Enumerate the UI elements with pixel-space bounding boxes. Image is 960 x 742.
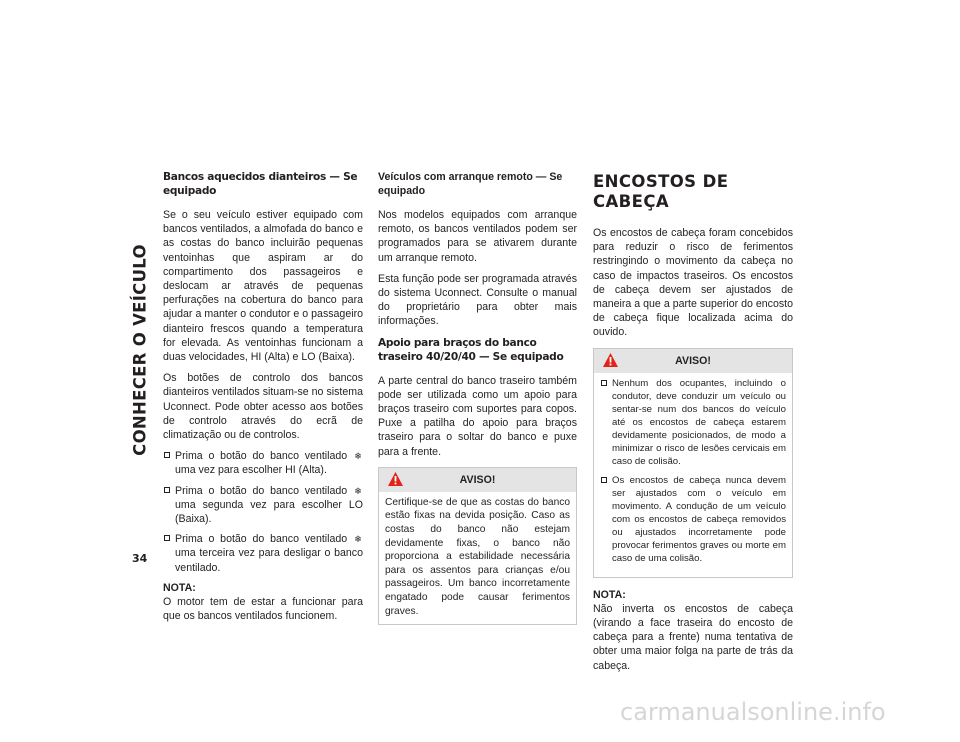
paragraph: A parte central do banco traseiro também pode ser utilizada como um apoio para braços traseiro com suportes para copos. Puxe a patilha do apoio para braços traseiro para o soltar do banco e puxe para a frente. bbox=[378, 374, 577, 458]
heated-seats-heading: Bancos aquecidos dianteiros — Se equipado bbox=[163, 171, 358, 197]
paragraph: Os botões de controlo dos bancos dianteiros ventilados situam-se no sistema Uconnect. Pode obter acesso aos botões de controlo através do ecrã de climatização ou de controlos. bbox=[163, 372, 363, 442]
warning-box bbox=[593, 348, 793, 578]
list-item: Prima o botão do banco ventilado ❄ uma terceira vez para desligar o banco ventilado. bbox=[163, 532, 363, 575]
column-middle bbox=[378, 170, 577, 625]
armrest-heading: Apoio para braços do banco traseiro 40/20/40 — Se equipado bbox=[378, 336, 564, 363]
ventilated-seat-icon: ❄ bbox=[354, 485, 362, 496]
paragraph: Se o seu veículo estiver equipado com bancos ventilados, a almofada do banco e as costas do banco incluirão pequenas ventoinhas que aspiram ar do compartimento dos passageiros e deslocam ar através de pequenas perfurações na cobertura do banco para ajudar a manter o condutor e o passageiro dianteiro frescos quando a temperatura for elevada. As ventoinhas funcionam a duas velocidades, HI (Alta) e LO (Baixa). bbox=[163, 209, 363, 364]
list-item: Prima o botão do banco ventilado ❄ uma vez para escolher HI (Alta). bbox=[163, 449, 363, 477]
column-right bbox=[593, 170, 793, 680]
warning-title: AVISO! bbox=[675, 354, 711, 367]
list-item: Nenhum dos ocupantes, incluindo o condutor, deve conduzir um veículo ou sentar-se num dos bancos do veículo até os encostos de cabeça estarem devidamente posicionados, de modo a minimizar o risco de lesões cervicais em caso de colisão. bbox=[600, 377, 786, 468]
remote-start-heading: Veículos com arranque remoto — Se equipado bbox=[378, 171, 563, 197]
note-text: O motor tem de estar a funcionar para que os bancos ventilados funcionem. bbox=[163, 596, 363, 623]
ventilated-seat-icon: ❄ bbox=[354, 451, 362, 462]
warning-list bbox=[600, 377, 786, 565]
paragraph: Esta função pode ser programada através do sistema Uconnect. Consulte o manual do proprietário para obter mais informações. bbox=[378, 272, 577, 328]
note bbox=[163, 581, 363, 624]
warning-text: Certifique-se de que as costas do banco estão fixas na devida posição. Caso as costas do banco não estejam devidamente fixas, o banco não proporciona a estabilidade necessária para os assentos para crianças e/ou passageiros. Um banco incorretamente engatado pode causar ferimentos graves. bbox=[385, 496, 570, 617]
paragraph: Nos modelos equipados com arranque remoto, os bancos ventilados podem ser programados para se ativarem durante um arranque remoto. bbox=[378, 209, 577, 264]
warning-triangle-icon bbox=[387, 471, 404, 487]
note-label: NOTA: bbox=[163, 581, 196, 594]
paragraph: Os encostos de cabeça foram concebidos para reduzir o risco de ferimentos restringindo o movimento da cabeça no caso de impactos traseiros. Os encostos de cabeça devem ser ajustados de maneira a que a parte superior do encosto de cabeça fique localizada acima do ouvido. bbox=[593, 227, 793, 339]
note-label: NOTA: bbox=[593, 588, 626, 601]
head-restraints-heading: ENCOSTOS DE CABEÇA bbox=[593, 172, 729, 211]
note bbox=[593, 588, 793, 673]
list-item: Prima o botão do banco ventilado ❄ uma segunda vez para escolher LO (Baixa). bbox=[163, 484, 363, 527]
section-side-label bbox=[126, 158, 154, 543]
column-left bbox=[163, 170, 363, 630]
warning-body bbox=[379, 492, 576, 624]
page-number: 34 bbox=[132, 552, 148, 565]
note-text: Não inverta os encostos de cabeça (virando a face traseira do encosto de cabeça para a frente) numa tentativa de obter uma maior folga na parte de trás da cabeça. bbox=[593, 602, 793, 672]
ventilated-seat-icon: ❄ bbox=[354, 534, 362, 545]
warning-title: AVISO! bbox=[459, 473, 496, 486]
watermark: carmanualsonline.info bbox=[620, 698, 886, 726]
section-side-label-text: CONHECER O VEÍCULO bbox=[130, 244, 150, 456]
warning-box bbox=[378, 467, 577, 625]
warning-header bbox=[379, 468, 576, 492]
warning-header bbox=[594, 349, 792, 373]
warning-triangle-icon bbox=[602, 352, 619, 368]
list-item: Os encostos de cabeça nunca devem ser ajustados com o veículo em movimento. A condução de um veículo com os encostos de cabeça removidos ou ajustados incorretamente pode provocar ferimentos graves ou morte em caso de uma colisão. bbox=[600, 474, 786, 565]
warning-body bbox=[594, 373, 792, 577]
instruction-list bbox=[163, 449, 363, 575]
